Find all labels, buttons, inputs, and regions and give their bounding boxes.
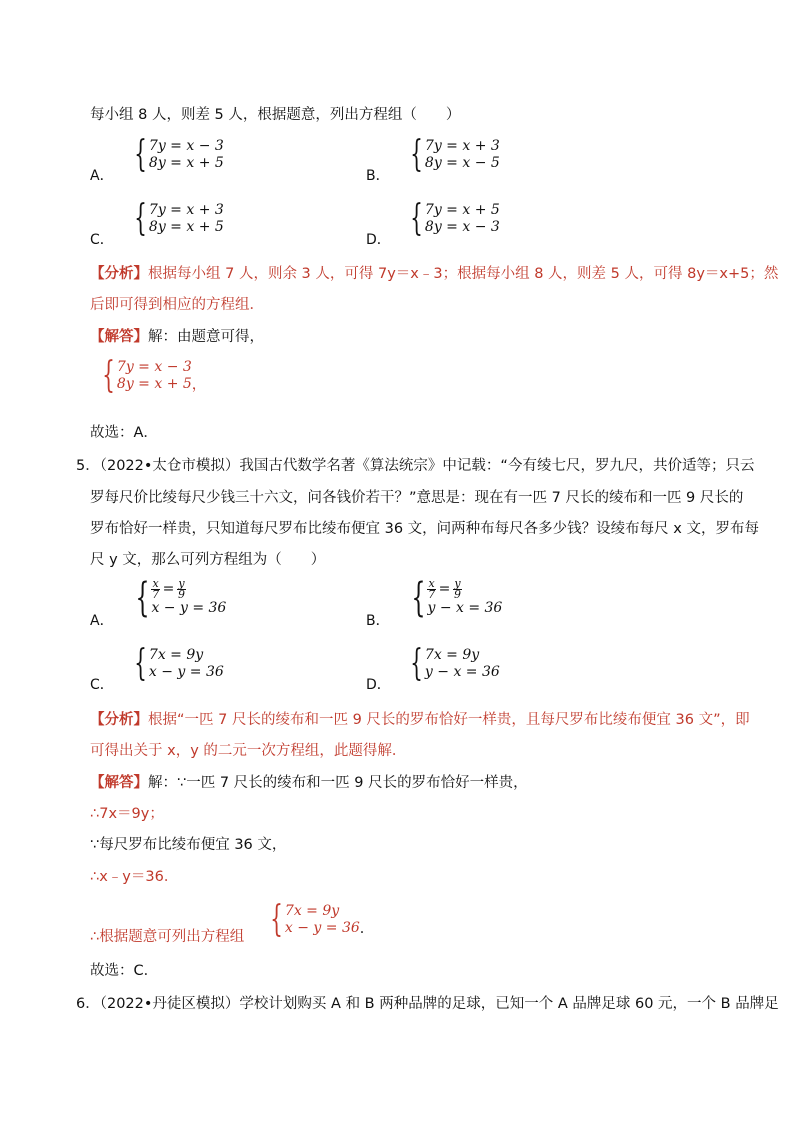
q5-step3: ∴x﹣y＝36． <box>90 869 179 885</box>
denominator: 9 <box>178 588 186 601</box>
fraction <box>427 579 435 600</box>
analysis-tag: 【分析】 <box>90 712 148 728</box>
q5-option-d-label[interactable]: D． <box>366 677 391 693</box>
q4-option-c-label[interactable]: C． <box>90 232 114 248</box>
q5-step1: ∴7x＝9y； <box>90 806 164 822</box>
denominator: 9 <box>454 588 462 601</box>
q4-option-d-system <box>400 198 500 239</box>
q4-analysis-line2: 后即可得到相应的方程组． <box>90 297 264 313</box>
q5-option-a-label[interactable]: A． <box>90 613 114 629</box>
brace-icon: { <box>411 575 426 621</box>
brace-icon: { <box>134 198 147 239</box>
denominator: 7 <box>428 588 436 601</box>
numerator: x <box>428 577 435 590</box>
q5-stem-line3: 罗布恰好一样贵，只知道每尺罗布比绫布便宜 36 文，问两种布每尺各多少钱？设绫布每尺 x 文，罗布每 <box>90 521 759 537</box>
q5-final-system <box>260 899 375 940</box>
equation: 7y = x + 3 <box>424 138 500 154</box>
q5-step4: ∴根据题意可列出方程组 <box>90 929 245 945</box>
equation: 7y = x + 5 <box>424 202 500 218</box>
equals-sign: = <box>438 581 451 597</box>
brace-icon: { <box>102 355 115 396</box>
equation: 8y = x + 5 <box>148 219 224 235</box>
brace-icon: { <box>410 134 423 175</box>
q4-option-a-system <box>124 134 224 175</box>
analysis-text: 根据“一匹 7 尺长的绫布和一匹 9 尺长的罗布恰好一样贵，且每尺罗布比绫布便宜 36 文”，即 <box>148 712 750 728</box>
q5-option-c-label[interactable]: C． <box>90 677 114 693</box>
analysis-tag: 【分析】 <box>90 266 148 282</box>
equation: 8y = x − 5 <box>424 155 500 171</box>
q5-option-a-system <box>124 575 227 621</box>
q5-option-c-system <box>124 643 224 684</box>
denominator: 7 <box>152 588 160 601</box>
equation: 7y = x − 3 <box>148 138 224 154</box>
q4-answer-system <box>92 355 207 396</box>
q5-stem-line2: 罗每尺价比绫每尺少钱三十六文，问各钱价若干？”意思是：现在有一匹 7 尺长的绫布和一匹 9 尺长的 <box>90 490 744 506</box>
brace-icon: { <box>134 134 147 175</box>
q4-option-d-label[interactable]: D． <box>366 232 391 248</box>
equation: 8y = x − 3 <box>424 219 500 235</box>
fraction-equation <box>427 579 502 600</box>
q4-option-b-label[interactable]: B． <box>366 168 390 184</box>
equation: x − y = 36 <box>148 664 224 680</box>
answer-text: 解：由题意可得， <box>148 329 264 345</box>
numerator: x <box>152 577 159 590</box>
q5-option-b-system <box>400 575 503 621</box>
equation: x − y = 36 <box>284 920 360 936</box>
q5-option-d-system <box>400 643 500 684</box>
q4-option-c-system <box>124 198 224 239</box>
equation: 7x = 9y <box>284 903 340 919</box>
q5-answer-line <box>90 771 528 792</box>
period: ． <box>359 921 375 937</box>
equation: 7y = x + 3 <box>148 202 224 218</box>
brace-icon: { <box>135 575 150 621</box>
q4-option-b-system <box>400 134 500 175</box>
fraction <box>177 579 185 600</box>
brace-icon: { <box>410 198 423 239</box>
q4-stem-tail: 每小组 8 人，则差 5 人，根据题意，列出方程组（ ） <box>90 107 461 123</box>
equation: y − x = 36 <box>424 664 500 680</box>
q5-option-b-label[interactable]: B． <box>366 613 390 629</box>
brace-icon: { <box>134 643 147 684</box>
equation: x − y = 36 <box>151 600 227 616</box>
numerator: y <box>178 577 185 590</box>
brace-icon: { <box>410 643 423 684</box>
q4-answer-line <box>90 325 264 346</box>
equation: 8y = x + 5 <box>148 155 224 171</box>
q5-step2: ∵每尺罗布比绫布便宜 36 文， <box>90 837 287 853</box>
q5-stem-line4: 尺 y 文，那么可列方程组为（ ） <box>90 552 326 568</box>
equation: 7x = 9y <box>148 647 204 663</box>
answer-text: 解：∵一匹 7 尺长的绫布和一匹 9 尺长的罗布恰好一样贵， <box>148 775 528 791</box>
answer-tag: 【解答】 <box>90 775 148 791</box>
equation: 8y = x + 5 <box>116 376 192 392</box>
comma: ， <box>191 377 207 393</box>
analysis-text: 根据每小组 7 人，则余 3 人，可得 7y＝x﹣3；根据每小组 8 人，则差 5 人，可得 8y＝x+5；然 <box>148 266 779 282</box>
q4-choose: 故选：A． <box>90 425 158 441</box>
fraction <box>453 579 461 600</box>
answer-tag: 【解答】 <box>90 329 148 345</box>
fraction <box>151 579 159 600</box>
q4-option-a-label[interactable]: A． <box>90 168 114 184</box>
equals-sign: = <box>162 581 175 597</box>
brace-icon: { <box>270 899 283 940</box>
equation: y − x = 36 <box>427 600 503 616</box>
q5-choose: 故选：C． <box>90 963 159 979</box>
equation: 7y = x − 3 <box>116 359 192 375</box>
q6-stem-line1: 6．（2022•丹徒区模拟）学校计划购买 A 和 B 两种品牌的足球，已知一个 A 品牌足球 60 元，一个 B 品牌足 <box>76 996 779 1012</box>
q5-analysis-line2: 可得出关于 x，y 的二元一次方程组，此题得解． <box>90 743 407 759</box>
q4-analysis-line1 <box>90 262 778 283</box>
equation: 7x = 9y <box>424 647 480 663</box>
q5-analysis-line1 <box>90 708 750 729</box>
q5-stem-line1: 5．（2022•太仓市模拟）我国古代数学名著《算法统宗》中记载：“今有绫七尺，罗九尺，共价适等；只云 <box>76 458 755 474</box>
fraction-equation <box>151 579 226 600</box>
numerator: y <box>454 577 461 590</box>
